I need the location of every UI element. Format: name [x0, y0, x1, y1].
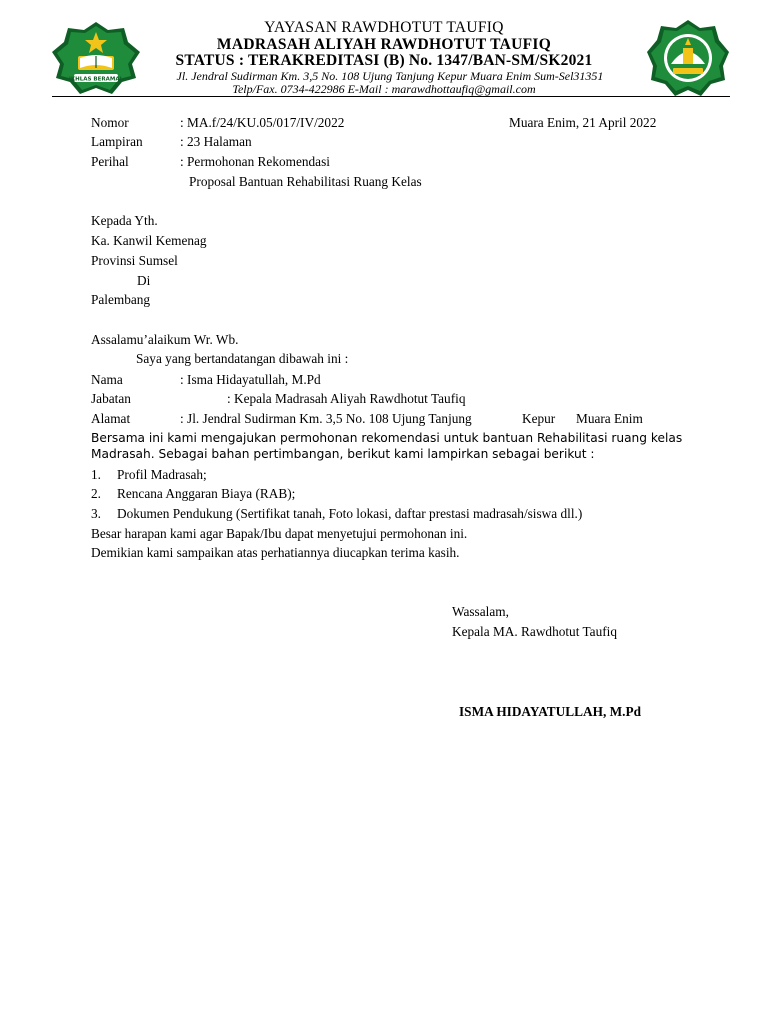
nomor-value: : MA.f/24/KU.05/017/IV/2022: [180, 115, 345, 130]
alamat-value-3: Muara Enim: [576, 411, 643, 426]
list-item: Dokumen Pendukung (Sertifikat tanah, Foto lokasi, daftar prestasi madrasah/siswa dll.): [117, 506, 583, 521]
jabatan-value: : Kepala Madrasah Aliyah Rawdhotut Taufiq: [227, 391, 466, 406]
recipient-line-4: Di: [137, 273, 151, 288]
recipient-line-5: Palembang: [91, 292, 151, 307]
alamat-value: : Jl. Jendral Sudirman Km. 3,5 No. 108 Ujung Tanjung: [180, 411, 472, 426]
perihal-value-2: Proposal Bantuan Rehabilitasi Ruang Kelas: [189, 174, 422, 189]
signature-name: ISMA HIDAYATULLAH, M.Pd: [459, 704, 642, 719]
list-item-number: 2.: [91, 486, 101, 501]
recipient-line-2: Ka. Kanwil Kemenag: [91, 233, 207, 248]
list-item: Profil Madrasah;: [117, 467, 207, 482]
jabatan-label: Jabatan: [91, 391, 131, 406]
alamat-label: Alamat: [91, 411, 131, 426]
alamat-value-2: Kepur: [522, 411, 556, 426]
foundation-name: YAYASAN RAWDHOTUT TAUFIQ: [264, 19, 504, 36]
school-address: Jl. Jendral Sudirman Km. 3,5 No. 108 Ujung Tanjung Kepur Muara Enim Sum-Sel31351: [176, 69, 604, 83]
nomor-label: Nomor: [91, 115, 129, 130]
list-item-number: 1.: [91, 467, 101, 482]
paragraph-line-1: Bersama ini kami mengajukan permohonan rekomendasi untuk bantuan Rehabilitasi ruang kelas: [91, 431, 683, 445]
svg-text:IKHLAS BERAMAL: IKHLAS BERAMAL: [68, 76, 124, 83]
list-item: Rencana Anggaran Biaya (RAB);: [117, 486, 296, 501]
accreditation-status: STATUS : TERAKREDITASI (B) No. 1347/BAN-SM/SK2021: [175, 52, 593, 69]
greeting: Assalamu’alaikum Wr. Wb.: [91, 332, 239, 347]
nama-label: Nama: [91, 372, 123, 387]
recipient-line-3: Provinsi Sumsel: [91, 253, 178, 268]
nama-value: : Isma Hidayatullah, M.Pd: [180, 372, 321, 387]
perihal-label: Perihal: [91, 154, 129, 169]
intro-line: Saya yang bertandatangan dibawah ini :: [136, 351, 349, 366]
school-name: MADRASAH ALIYAH RAWDHOTUT TAUFIQ: [216, 36, 552, 53]
paragraph-line-2: Madrasah. Sebagai bahan pertimbangan, berikut kami lampirkan sebagai berikut :: [91, 447, 595, 461]
recipient-line-1: Kepada Yth.: [91, 213, 158, 228]
letterhead-divider: [52, 96, 730, 97]
letter-date: Muara Enim, 21 April 2022: [509, 115, 657, 130]
perihal-value: : Permohonan Rekomendasi: [180, 154, 330, 169]
closing-line-1: Besar harapan kami agar Bapak/Ibu dapat menyetujui permohonan ini.: [91, 526, 468, 541]
list-item-number: 3.: [91, 506, 101, 521]
school-contact: Telp/Fax. 0734-422986 E-Mail : marawdhottaufiq@gmail.com: [232, 82, 536, 96]
signature-salutation: Wassalam,: [452, 604, 509, 619]
lampiran-label: Lampiran: [91, 134, 143, 149]
lampiran-value: : 23 Halaman: [180, 134, 252, 149]
closing-line-2: Demikian kami sampaikan atas perhatiannya diucapkan terima kasih.: [91, 545, 460, 560]
signature-title: Kepala MA. Rawdhotut Taufiq: [452, 624, 618, 639]
